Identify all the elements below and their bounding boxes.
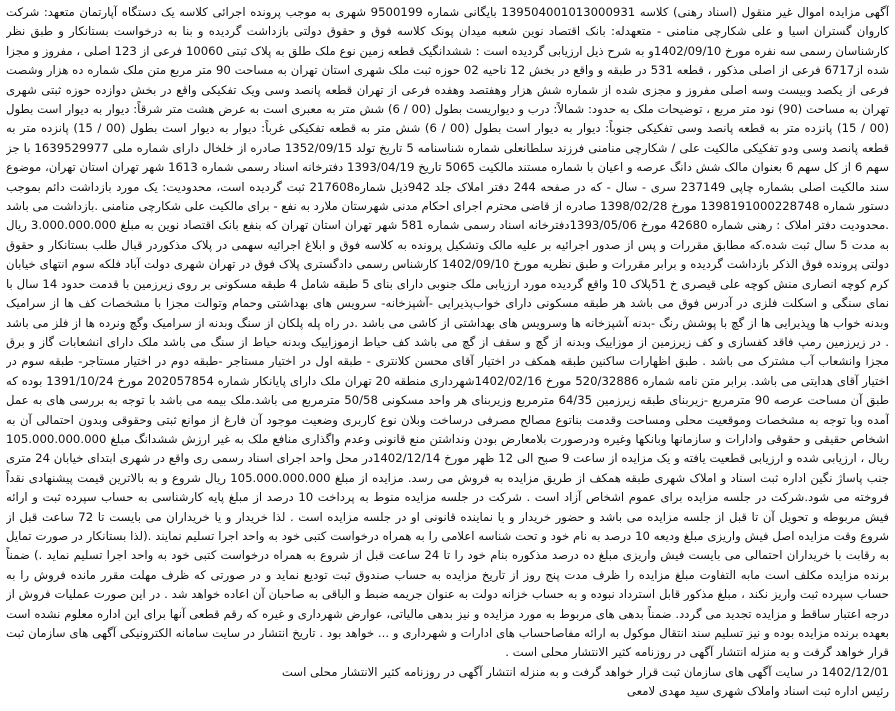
notice-publication-paragraph: 1402/12/01 در سایت آگهی های سازمان ثبت قرار خواهد گرفت و به منزله انتشار آگهی در روزنامه کثیر الانتشار محلی است [281,664,889,679]
auction-notice-document [6,3,889,707]
notice-signature: رئیس اداره ثبت اسناد واملاک شهری سید مهدی لامعی [626,684,889,699]
notice-body-paragraph: آگهی مزایده اموال غیر منقول (اسناد رهنی) کلاسه 139504001013000931 بایگانی شماره 9500199 شهری به موجب پرونده اجرائی کلاسه یک دستگاه آپارتمان متعهد: شرکت کاروان گستران اسیا و علی شکارچی منامنی - متعهدله: بانک اقتصاد نوین شعبه میدان پونک کلاسه فوق و حقوق دولتی بازداشت گردیده و بنا به درخواست بستانکار و طبق نظر کارشناسان رسمی سه نفره مورخ 1402/09/10و به شرح ذیل ارزیابی گردیده است : ششدانگیک قطعه زمین نوع ملک طلق به پلاک ثبتی 10060 فرعی از 123 اصلی ، مفروز و مجزا شده از6717 فرعی از اصلی مذکور ، قطعه 531 در طبقه و واقع در بخش 12 ناحیه 02 حوزه ثبت ملک شهری استان تهران به مساحت 90 متر مربع متن ملک شماره ده هزار وشصت فرعی از یکصد وبیست وسه اصلی مفروز و مجزی شده از شماره شش هزار وهفتصد وهفده فرعی از تهران قطعه پانصد وسی ویک تفکیکی واقع در بخش دوازده حوزه ثبتی شهری تهران به مساحت (90) نود متر مربع ، توضیحات ملک به حدود: شمالاً: درب و دیواریست بطول (00 / 6) شش متر به معبری است به عرض هشت متر شرقاً: دیوار به دیوار است بطول (00 / 15) پانزده متر به قطعه پانصد وسی تفکیکی جنوباً: دیوار به دیوار است بطول (00 / 6) شش متر به قطعه تفکیکی غرباً: دیوار به دیوار است بطول (00 / 15) پانزده متر به قطعه پانصد وسی ودو تفکیکی مالکیت علی / شکارچی منامنی فرزند سلطانعلی شماره شناسنامه 5 تاریخ تولد 1352/09/15 صادره از خلخال دارای شماره ملی 1639529977 با جز سهم 6 از کل سهم 6 بعنوان مالک شش دانگ عرصه و اعیان با شماره مستند مالکیت 5065 تاریخ 1393/04/19 دفترخانه اسناد رسمی شماره 1613 شهر تهران استان تهران، موضوع سند مالکیت اصلی بشماره چاپی 237149 سری - سال - که در صفحه 244 دفتر املاک جلد 942ذیل شماره217608 ثبت گردیده است، محدودیت: یک مورد بازداشت دائم بموجب دستور شماره 1398191000228748 مورخ 1398/02/28 صادره از قاضی محترم اجرای احکام مدنی شهرستان ملارد به نفع - برای مالکیت علی شکارچی منامنی .بازداشت می باشد .محدودیت دفتر املاک : رهنی شماره 42680 مورخ 1393/05/06دفترخانه اسناد رسمی شماره 581 شهر تهران استان تهران که بنفع بانک اقتصاد نوین به مبلغ 3.000.000.000 ریال به مدت 5 سال ثبت شده.که مطابق مقررات و پس از صدور اجرائیه بر علیه مالک وتشکیل پرونده به کلاسه فوق و ابلاغ اجرائیه سهمی در پلاک مذکوردر قبال طلب بستانکار و حقوق دولتی پرونده فوق الذکر بازداشت گردیده و برابر مقررات و طبق نظریه مورخ 1402/09/10 کارشناس رسمی دادگستری پلاک فوق در تهران شهری دولت آباد فلکه سوم انتهای خیابان کرم کوچه انصاری منش کوچه علی قیصری خ 51پلاک 10 واقع گردیده مورد ارزیابی ملک جنوبی دارای بنای 5 طبقه شامل 4 طبقه مسکونی بر روی زیرزمین با قدمت حدود 14 سال با نمای سنگی و اسکلت فلزی در آدرس فوق می باشد هر طبقه مسکونی دارای خواب‌پذیرایی -آشپزخانه- سرویس های بهداشتی وحمام وتوالت مجزا با مشخصات کف ها از سرامیک وبدنه خواب ها وپذیرایی ها از گچ با پوشش رنگ -بدنه آشپزخانه ها وسرویس های بهداشتی از کاشی می باشد .در راه پله پلکان از سنگ وبدنه از سرامیک وگچ ونرده ها از فلز می باشد . در زیرزمین رمپ فاقد کفسازی و کف زیرزمین از موزاییک وبدنه از گچ و سقف از گچ می باشد کف حیاط ازموزاییک وبدنه حیاط از سنگ می باشد ملک دارای انشعابات گاز و برق مجزا وانشعاب آب مشترک می باشد . طبق اظهارات ساکنین طبقه همکف در اختیار آقای محسن کلانتری - طبقه اول در اختیار مستاجر -طبقه دوم در اختیار مستاجر- طبقه سوم در اختیار آقای هدایتی می باشد. برابر متن نامه شماره 520/32886 مورخ 1402/02/16شهرداری منطقه 20 تهران ملک دارای پایانکار شماره 202057854 مورخ 1391/10/24 بوده که طبق آن مساحت عرصه 90 مترمربع -زیربنای طبقه زیرزمین 64/35 مترمربع وزیربنای هر واحد مسکونی 50/58 مترمربع می باشد.ملک بیمه می باشد با توجه به بررسی های به عمل آمده وبا توجه به مشخصات وموقعیت محلی ومساحت وقدمت بناتوع مصالح مصرفی درساخت وبلان نوع کاربری وضعیت موجود آن فارغ از موانع ثبتی وحقوقی وبدون احتمالی آن به اشخاص حقیقی و حقوقی وادارات و سازمانها وبانکها وغیره ودرصورت بلامعارض بودن ونداشتن منع قانونی وعدم واگذاری منافع ملک به غیر ارزش ششدانگ مبلغ 105.000.000.000 ریال ، ارزیابی شده و ارزیابی قطعیت یافته و یک مزایده از ساعت 9 صبح الی 12 ظهر مورخ 1402/12/14در محل واحد اجرای اسناد رسمی ری واقع در شهری ابتدای خیابان 24 متری جنب پاساژ نگین اداره ثبت اسناد و املاک شهری طبقه همکف از طریق مزایده به فروش می رسد. مزایده از مبلغ 105.000.000.000 ریال شروع و به بالاترین قیمت پیشنهادی نقداً فروخته می شود.شرکت در جلسه مزایده برای عموم اشخاص آزاد است . شرکت در جلسه مزایده منوط به پرداخت 10 درصد از مبلغ پایه کارشناسی به حساب سپرده ثبت و ارائه فیش مربوطه و تحویل آن تا قبل از جلسه مزایده می باشد و حضور خریدار و یا نماینده قانونی او در جلسه مزایده است . لذا خریدار و یا خریداران می بایست تا 72 ساعت قبل از شروع وقت مزایده اصل فیش واریزی مبلغ ودیعه 10 درصد به نام خود و تحت شناسه اعلامی را به همراه درخواست کتبی خود به واحد اجرا تسلیم نمایند .(لذا بستانکار در صورت تمایل به رقابت با خریداران احتمالی می بایست فیش واریزی مبلغ ده درصد مذکوره بنام خود را تا 24 ساعت قبل از شروع به همراه درخواست کتبی خود به واحد اجرا تسلیم نماید .) ضمناً برنده مزایده مکلف است مابه التفاوت مبلغ مزایده را ظرف مدت پنج روز از تاریخ مزایده به حساب صندوق ثبت تودیع نماید و در صورتی که ظرف مهلت مقرر مانده فروش را به حساب سپرده ثبت واریز نکند ، مبلغ مذکور قابل استرداد نبوده و به حساب خزانه دولت به عنوان جریمه ضبط و الباقی به صاحبان آن اعاده خواهد شد . در این صورت عملیات فروش از درجه اعتبار ساقط و مزایده تجدید می گردد. ضمناً بدهی های مربوط به مورد مزایده و نیز بدهی مالیاتی، عوارض شهرداری و غیره که رقم قطعی آنها برای این اداره معلوم نشده است بعهده برنده مزایده بوده و نیز تسلیم سند انتقال موکول به ارائه مفاصاحساب های ادارات و شهرداری و ... خواهد بود . تاریخ انتشار در سایت سامانه الکترونیکی آگهی های سازمان ثبت قرار خواهد گرفت و به منزله انتشار آگهی در روزنامه کثیر الانتشار محلی است . [6,5,889,660]
